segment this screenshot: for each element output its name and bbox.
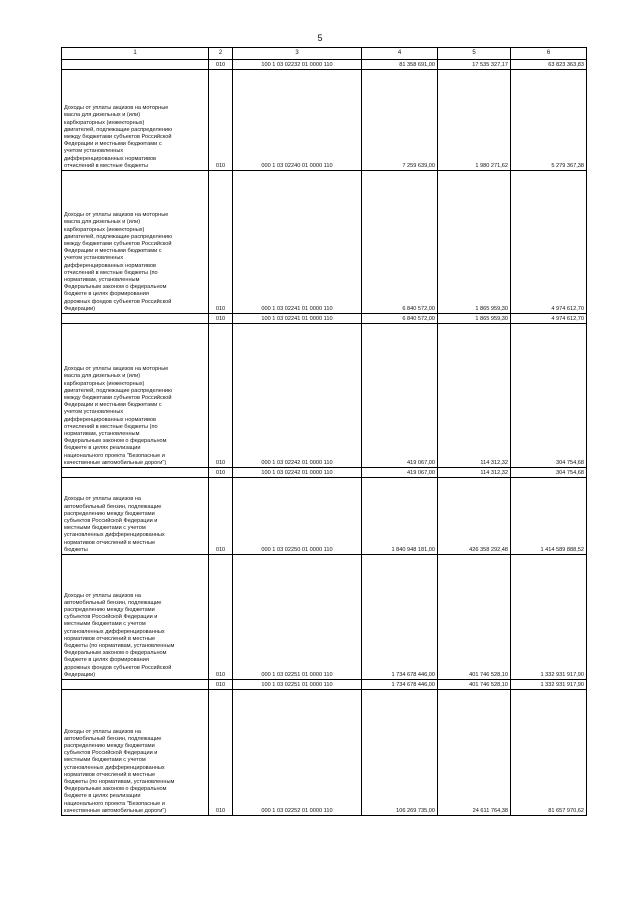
row-description (62, 314, 209, 324)
table-row (62, 555, 587, 680)
row-col4: 1 840 948 181,00 (362, 478, 438, 555)
row-code: 010 (209, 60, 233, 70)
row-col5: 1 865 959,30 (438, 314, 511, 324)
row-description: Доходы от уплаты акцизов на моторные масла для дизельных и (или) карбюраторных (инжекторных) двигателей, подлежащие распределению между бюджетами субъектов Российской Федерации и местными бюджетами с учетом установленных дифференцированных нормативов отчислений в местные бюджеты (62, 70, 209, 171)
header-cell: 5 (438, 48, 511, 60)
row-code: 010 (209, 314, 233, 324)
row-col4: 419 067,00 (362, 324, 438, 468)
table-row (62, 324, 587, 468)
header-cell: 6 (511, 48, 587, 60)
row-col5: 114 312,32 (438, 324, 511, 468)
row-col5: 17 535 327,17 (438, 60, 511, 70)
row-code: 010 (209, 555, 233, 680)
row-col6: 4 974 612,70 (511, 171, 587, 314)
table-row (62, 680, 587, 690)
row-col5: 114 312,32 (438, 468, 511, 478)
row-kbk: 000 1 03 02250 01 0000 110 (233, 478, 362, 555)
row-description: Доходы от уплаты акцизов на автомобильный бензин, подлежащие распределению между бюджетами субъектов Российской Федерации и местными бюджетами с учетом установленных дифференцированных нормативов отчислений в местные бюджеты (62, 478, 209, 555)
page-number: 5 (317, 33, 323, 43)
row-col4: 81 358 691,00 (362, 60, 438, 70)
table-header-row (62, 48, 587, 60)
row-col4: 1 734 678 446,00 (362, 680, 438, 690)
row-col6: 5 279 367,38 (511, 70, 587, 171)
header-cell: 3 (233, 48, 362, 60)
table-row (62, 314, 587, 324)
row-description (62, 468, 209, 478)
row-col6: 1 332 931 917,90 (511, 680, 587, 690)
row-kbk: 000 1 03 02251 01 0000 110 (233, 555, 362, 680)
table-row (62, 468, 587, 478)
row-col5: 1 865 959,30 (438, 171, 511, 314)
row-kbk: 100 1 03 02241 01 0000 110 (233, 314, 362, 324)
row-kbk: 100 1 03 02232 01 0000 110 (233, 60, 362, 70)
row-col6: 1 414 589 888,52 (511, 478, 587, 555)
row-code: 010 (209, 70, 233, 171)
row-code: 010 (209, 171, 233, 314)
row-description (62, 60, 209, 70)
row-description: Доходы от уплаты акцизов на автомобильный бензин, подлежащие распределению между бюджетами субъектов Российской Федерации и местными бюджетами с учетом установленных дифференцированных нормативов отчислений в местные бюджеты (по нормативам, установленным Федеральным законом о федеральном бюджете в целях реализации национального проекта "Безопасные и качественные автомобильные дороги") (62, 690, 209, 816)
header-cell: 4 (362, 48, 438, 60)
row-col6: 63 823 363,83 (511, 60, 587, 70)
row-description: Доходы от уплаты акцизов на моторные масла для дизельных и (или) карбюраторных (инжекторных) двигателей, подлежащие распределению между бюджетами субъектов Российской Федерации и местными бюджетами с учетом установленных дифференцированных нормативов отчислений в местные бюджеты (по нормативам, установленным Федеральным законом о федеральном бюджете в целях реализации национального проекта "Безопасные и качественные автомобильные дороги") (62, 324, 209, 468)
row-kbk: 000 1 03 02241 01 0000 110 (233, 171, 362, 314)
row-col6: 304 754,68 (511, 324, 587, 468)
row-description (62, 680, 209, 690)
income-table (61, 47, 587, 816)
row-col4: 419 067,00 (362, 468, 438, 478)
row-col6: 81 657 970,62 (511, 690, 587, 816)
row-col5: 401 746 528,10 (438, 555, 511, 680)
row-col5: 24 611 764,38 (438, 690, 511, 816)
row-kbk: 100 1 03 02251 01 0000 110 (233, 680, 362, 690)
table-row (62, 70, 587, 171)
row-code: 010 (209, 690, 233, 816)
table-row (62, 690, 587, 816)
row-description: Доходы от уплаты акцизов на моторные масла для дизельных и (или) карбюраторных (инжекторных) двигателей, подлежащие распределению между бюджетами субъектов Российской Федерации и местными бюджетами с учетом установленных дифференцированных нормативов отчислений в местные бюджеты (по нормативам, установленным Федеральным законом о федеральном бюджете в целях формирования дорожных фондов субъектов Российской Федерации) (62, 171, 209, 314)
row-description: Доходы от уплаты акцизов на автомобильный бензин, подлежащие распределению между бюджетами субъектов Российской Федерации и местными бюджетами с учетом установленных дифференцированных нормативов отчислений в местные бюджеты (по нормативам, установленным Федеральным законом о федеральном бюджете в целях формирования дорожных фондов субъектов Российской Федерации) (62, 555, 209, 680)
row-kbk: 000 1 03 02242 01 0000 110 (233, 324, 362, 468)
header-cell: 2 (209, 48, 233, 60)
row-col6: 4 974 612,70 (511, 314, 587, 324)
row-col5: 1 980 271,62 (438, 70, 511, 171)
row-col5: 426 358 292,48 (438, 478, 511, 555)
header-cell: 1 (62, 48, 209, 60)
row-col6: 1 332 931 917,90 (511, 555, 587, 680)
row-col4: 6 840 572,00 (362, 171, 438, 314)
table-row (62, 171, 587, 314)
row-col5: 401 746 528,10 (438, 680, 511, 690)
row-code: 010 (209, 680, 233, 690)
row-col4: 106 269 735,00 (362, 690, 438, 816)
row-kbk: 000 1 03 02252 01 0000 110 (233, 690, 362, 816)
row-kbk: 100 1 03 02242 01 0000 110 (233, 468, 362, 478)
row-col4: 1 734 678 446,00 (362, 555, 438, 680)
row-col6: 304 754,68 (511, 468, 587, 478)
row-col4: 7 259 639,00 (362, 70, 438, 171)
row-code: 010 (209, 324, 233, 468)
table-row (62, 60, 587, 70)
row-code: 010 (209, 478, 233, 555)
row-col4: 6 840 572,00 (362, 314, 438, 324)
row-code: 010 (209, 468, 233, 478)
row-kbk: 000 1 03 02240 01 0000 110 (233, 70, 362, 171)
table-row (62, 478, 587, 555)
